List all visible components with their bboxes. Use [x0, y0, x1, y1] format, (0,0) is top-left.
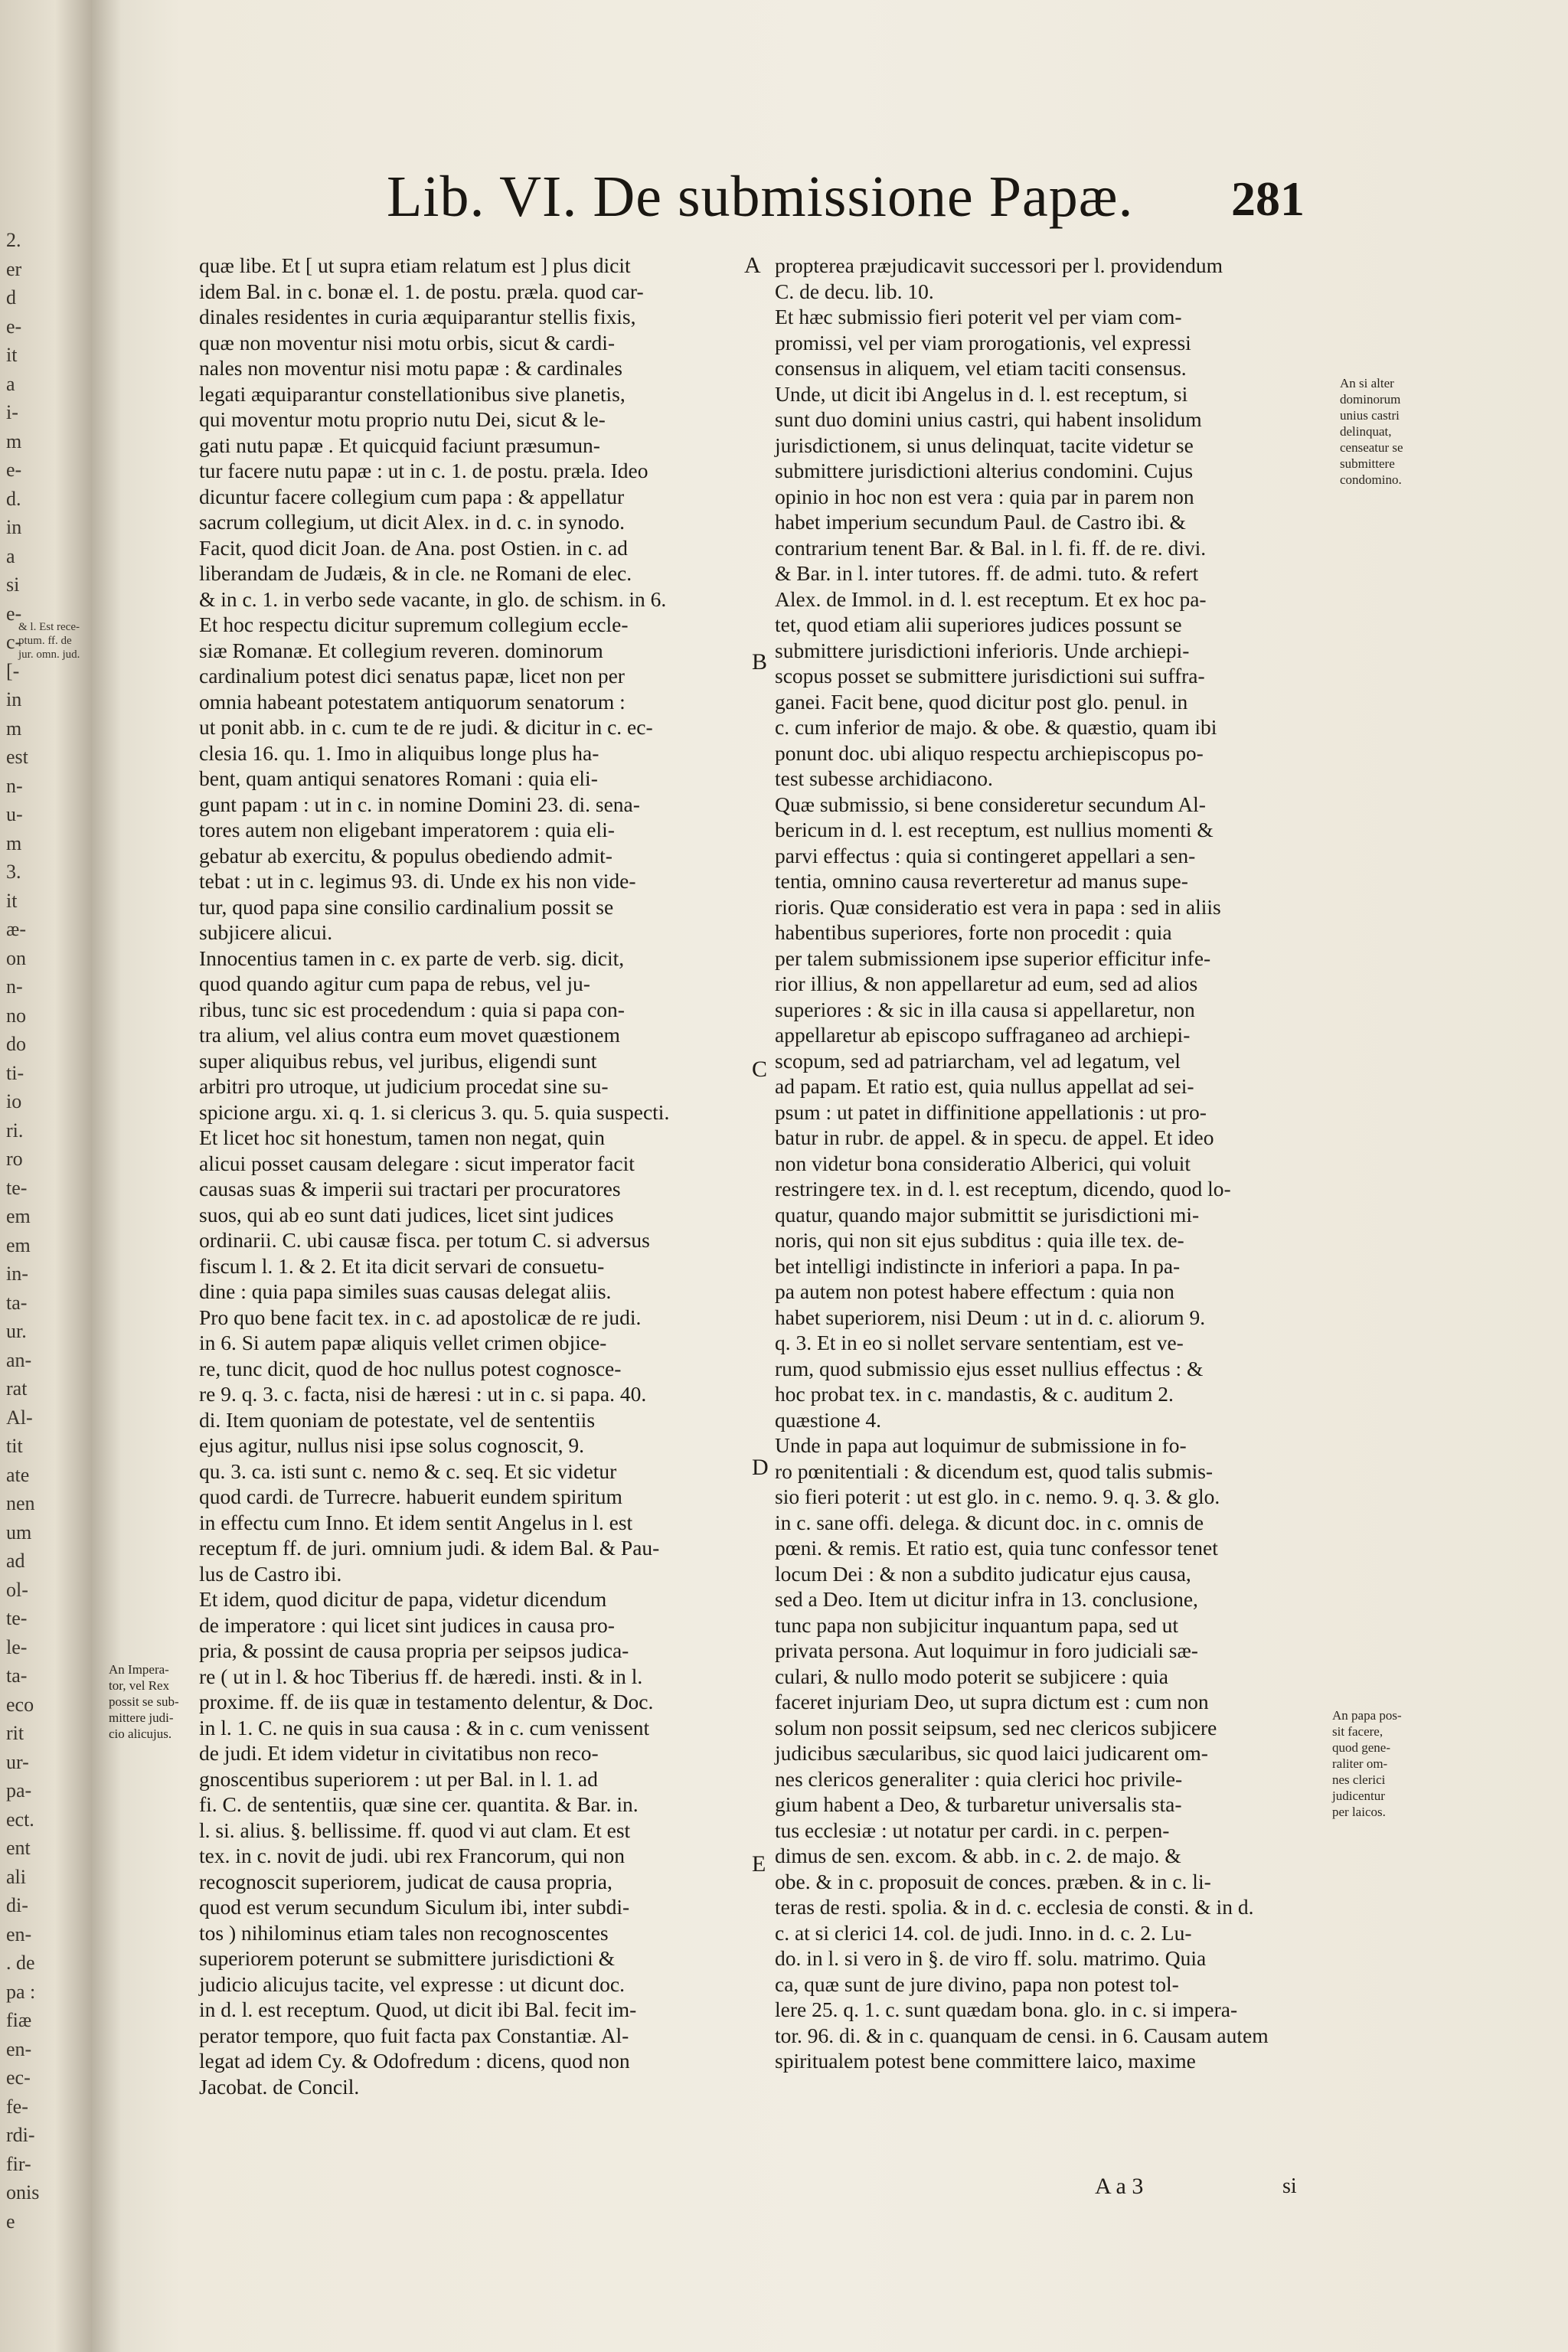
text-line: in c. sane offi. delega. & dicunt doc. in c. omnis de	[775, 1510, 1204, 1534]
gutter-fragment: nen	[6, 1492, 35, 1514]
text-line: rioris. Quæ consideratio est vera in papa : sed in aliis	[775, 894, 1221, 919]
signature-mark: A a 3	[1095, 2174, 1144, 2199]
gutter-fragment: 3.	[6, 861, 21, 883]
margin-note-line: An si alter	[1340, 376, 1394, 390]
text-line: sed a Deo. Item ut dicitur infra in 13. conclusione,	[775, 1587, 1198, 1611]
text-line: dicuntur facere collegium cum papa : & appellatur	[199, 484, 625, 508]
text-line: cardinalium potest dici senatus papæ, licet non per	[199, 664, 625, 688]
text-line: sunt duo domini unius castri, qui habent insolidum	[775, 407, 1202, 431]
text-line: obe. & in c. proposuit de conces. præben. & in c. li-	[775, 1869, 1211, 1893]
gutter-fragment: pa :	[6, 1980, 36, 2003]
gutter-fragment: no	[6, 1004, 26, 1027]
text-line: nales non moventur nisi motu papæ : & cardinales	[199, 356, 622, 380]
text-line: super aliquibus rebus, vel juribus, eligendi sunt	[199, 1048, 597, 1073]
text-line: Jacobat. de Concil.	[199, 2074, 360, 2099]
text-line: in l. 1. C. ne quis in sua causa : & in c. cum venissent	[199, 1715, 650, 1740]
text-line: perator tempore, quo fuit facta pax Constantiæ. Al-	[199, 2023, 629, 2047]
text-column-left	[199, 253, 760, 2099]
text-line: Unde, ut dicit ibi Angelus in d. l. est receptum, si	[775, 381, 1188, 406]
text-line: ca, quæ sunt de jure divino, papa non potest tol-	[775, 1971, 1179, 1996]
text-line: submittere jurisdictioni inferioris. Unde archiepi-	[775, 638, 1190, 662]
text-line: bet intelligi indistincte in inferiori a papa. In pa-	[775, 1253, 1181, 1278]
text-line: & Bar. in l. inter tutores. ff. de admi. tuto. & refert	[775, 561, 1199, 585]
gutter-fragment: ta-	[6, 1291, 28, 1314]
gutter-fragment: m	[6, 831, 22, 854]
text-line: sio fieri poterit : ut est glo. in c. nemo. 9. q. 3. & glo.	[775, 1485, 1220, 1508]
gutter-fragment: æ-	[6, 918, 26, 940]
text-line: quod cardi. de Turrecre. habuerit eundem spiritum	[199, 1485, 622, 1508]
text-line: fi. C. de sententiis, quæ sine cer. quantita. & Bar. in.	[199, 1792, 639, 1816]
gutter-fragment: um	[6, 1521, 32, 1544]
text-line: scopum, sed ad patriarcham, vel ad legatum, vel	[775, 1048, 1181, 1073]
gutter-fragment: te-	[6, 1607, 28, 1629]
text-line: parvi effectus : quia si contingeret appellari a sen-	[775, 843, 1196, 867]
text-line: bericum in d. l. est receptum, est nullius momenti &	[775, 818, 1214, 841]
gutter-fragment: di-	[6, 1894, 28, 1916]
text-line: Et hæc submissio fieri poterit vel per viam com-	[775, 305, 1182, 328]
gutter-fragment: a	[6, 372, 15, 395]
gutter-fragment: e-	[6, 459, 22, 481]
text-line: legati æquiparantur constellationibus sive planetis,	[199, 381, 626, 406]
margin-note-line: censeatur se	[1340, 440, 1403, 455]
text-line: tex. in c. novit de judi. ubi rex Francorum, qui non	[199, 1844, 626, 1867]
gutter-fragment: rit	[6, 1722, 24, 1744]
text-line: tus ecclesiæ : ut notatur per cardi. in c. perpen-	[775, 1818, 1170, 1842]
text-line: ad papam. Et ratio est, quia nullus appellat ad sei-	[775, 1074, 1194, 1098]
text-line: Quæ submissio, si bene consideretur secundum Al-	[775, 792, 1206, 816]
book-page	[92, 0, 1568, 2352]
text-line: re 9. q. 3. c. facta, nisi de hæresi : ut in c. si papa. 40.	[199, 1382, 647, 1406]
text-line: teras de resti. spolia. & in d. c. ecclesia de consti. & in d.	[775, 1895, 1254, 1919]
text-line: spiritualem potest bene committere laico, maxime	[775, 2049, 1196, 2073]
text-line: omnia habeant potestatem antiquorum senatorum :	[199, 689, 626, 714]
text-line: gnoscentibus superiorem : ut per Bal. in l. 1. ad	[199, 1766, 598, 1791]
text-line: gium habent a Deo, & turbaretur universalis sta-	[775, 1792, 1182, 1816]
text-line: & in c. 1. in verbo sede vacante, in glo. de schism. in 6.	[199, 586, 667, 611]
margin-note-line: ptum. ff. de	[18, 635, 72, 647]
text-line: de judi. Et idem videtur in civitatibus non reco-	[199, 1741, 599, 1765]
gutter-fragment: e-	[6, 602, 22, 625]
text-line: superiores : & sic in illa causa si appellaretur, non	[775, 997, 1195, 1021]
margin-note-an-si-alter	[1340, 375, 1403, 488]
text-line: suos, qui ab eo sunt dati judices, licet sint judices	[199, 1202, 614, 1227]
gutter-fragment: ta-	[6, 1664, 28, 1687]
margin-note-line: possit se sub-	[109, 1694, 179, 1709]
gutter-fragment: pa-	[6, 1779, 32, 1802]
text-line: re ( ut in l. & hoc Tiberius ff. de hæredi. insti. & in l.	[199, 1664, 643, 1688]
text-line: c. cum inferior de majo. & obe. & quæstio, quam ibi	[775, 715, 1217, 739]
text-line: propterea præjudicavit successori per l. providendum	[775, 253, 1223, 277]
section-marker-c: C	[752, 1057, 768, 1082]
text-line: rior illius, & non appellaretur ad eum, sed ad alios	[775, 972, 1198, 995]
margin-note-line: per laicos.	[1332, 1805, 1386, 1819]
gutter-fragment: em	[6, 1205, 31, 1227]
margin-note-an-imperator	[109, 1661, 179, 1742]
text-line: Alex. de Immol. in d. l. est receptum. Et ex hoc pa-	[775, 586, 1207, 611]
margin-note-line: delinquat,	[1340, 424, 1392, 439]
gutter-fragment: ad	[6, 1550, 25, 1572]
gutter-fragment: ur-	[6, 1750, 29, 1773]
text-line: causas suas & imperii sui tractari per procuratores	[199, 1177, 621, 1200]
gutter-fragment: i-	[6, 401, 18, 423]
margin-note-line: An Impera-	[109, 1662, 169, 1677]
text-line: lus de Castro ibi.	[199, 1561, 342, 1586]
gutter-fragment: do	[6, 1033, 26, 1055]
text-line: ponunt doc. ubi aliquo respectu archiepiscopus po-	[775, 740, 1204, 765]
text-line: restringere tex. in d. l. est receptum, dicendo, quod lo-	[775, 1177, 1231, 1200]
text-line: pa autem non potest habere effectum : quia non	[775, 1279, 1174, 1303]
gutter-fragment: ur.	[6, 1320, 27, 1342]
text-line: dimus de sen. excom. & abb. in c. 2. de majo. &	[775, 1844, 1181, 1867]
margin-note-line: quod gene-	[1332, 1740, 1391, 1755]
gutter-fragment: fir-	[6, 2152, 31, 2175]
gutter-fragment: on	[6, 946, 26, 969]
text-line: superiorem poterunt se submittere jurisdictioni &	[199, 1946, 616, 1970]
gutter-fragment: in	[6, 688, 22, 710]
text-line: psum : ut patet in diffinitione appellationis : ut pro-	[775, 1099, 1207, 1124]
text-line: spicione argu. xi. q. 1. si clericus 3. qu. 5. quia suspecti.	[199, 1099, 670, 1124]
margin-note-line: raliter om-	[1332, 1756, 1388, 1771]
text-line: siæ Romanæ. Et collegium reveren. dominorum	[199, 638, 603, 662]
text-line: c. at si clerici 14. col. de judi. Inno. in d. c. 2. Lu-	[775, 1920, 1192, 1945]
text-line: alicui posset causam delegare : sicut imperator facit	[199, 1151, 635, 1175]
margin-note-line: mittere judi-	[109, 1710, 174, 1725]
text-line: solum non possit seipsum, sed nec clericos subjicere	[775, 1715, 1217, 1740]
text-line: liberandam de Judæis, & in cle. ne Romani de elec.	[199, 561, 632, 585]
gutter-fragment: rat	[6, 1377, 28, 1400]
gutter-fragment: e	[6, 2210, 15, 2233]
text-line: promissi, vel per viam prorogationis, vel expressi	[775, 330, 1191, 354]
gutter-fragment: io	[6, 1090, 22, 1112]
text-line: ejus agitur, nullus nisi ipse solus cognoscit, 9.	[199, 1433, 585, 1457]
gutter-fragment: fiæ	[6, 2009, 32, 2031]
text-line: tur facere nutu papæ : ut in c. 1. de postu. præla. Ideo	[199, 459, 648, 482]
text-line: Innocentius tamen in c. ex parte de verb. sig. dicit,	[199, 946, 625, 970]
text-line: tos ) nihilominus etiam tales non recognoscentes	[199, 1920, 609, 1945]
text-line: judicibus sæcularibus, sic quod laici judicarent om-	[775, 1741, 1208, 1765]
text-line: Et idem, quod dicitur de papa, videtur dicendum	[199, 1587, 607, 1611]
gutter-fragment: te-	[6, 1176, 28, 1199]
text-line: gati nutu papæ . Et quicquid faciunt præsumun-	[199, 433, 600, 457]
text-line: clesia 16. qu. 1. Imo in aliquibus longe plus ha-	[199, 740, 599, 765]
text-line: proxime. ff. de iis quæ in testamento delentur, & Doc.	[199, 1690, 654, 1713]
text-line: hoc probat tex. in c. mandastis, & c. auditum 2.	[775, 1382, 1174, 1406]
gutter-fragment: m	[6, 430, 22, 452]
text-line: recognoscit superiorem, judicat de causa propria,	[199, 1869, 612, 1893]
gutter-fragment: d.	[6, 487, 21, 510]
text-line: quæ non moventur nisi motu orbis, sicut & cardi-	[199, 330, 616, 354]
gutter-fragment: n-	[6, 774, 23, 797]
gutter-fragment: . de	[6, 1952, 35, 1974]
text-line: qui moventur motu proprio nutu Dei, sicut & le-	[199, 407, 606, 431]
text-line: subjicere alicui.	[199, 920, 333, 944]
text-line: quatur, quando major submittit se jurisdictioni mi-	[775, 1202, 1200, 1227]
margin-note-line: tor, vel Rex	[109, 1678, 170, 1693]
text-line: scopus posset se submittere jurisdictioni sui suffra-	[775, 664, 1205, 688]
catchword: si	[1282, 2174, 1297, 2198]
gutter-fragment: u-	[6, 803, 23, 825]
text-line: per talem submissionem ipse superior efficitur infe-	[775, 946, 1211, 970]
text-line: sacrum collegium, ut dicit Alex. in d. c. in synodo.	[199, 510, 626, 534]
gutter-fragment: fe-	[6, 2095, 28, 2118]
gutter-fragment: e-	[6, 315, 22, 338]
margin-note-line: condomino.	[1340, 472, 1402, 487]
gutter-fragment: em	[6, 1233, 31, 1256]
text-line: in 6. Si autem papæ aliquis vellet crimen objice-	[199, 1331, 607, 1354]
text-line: habentibus superiores, forte non procedit : quia	[775, 920, 1172, 944]
text-line: ganei. Facit bene, quod dicitur post glo. penul. in	[775, 689, 1188, 714]
text-line: Et licet hoc sit honestum, tamen non negat, quin	[199, 1125, 606, 1149]
gutter-fragment: [-	[6, 659, 20, 682]
text-line: in d. l. est receptum. Quod, ut dicit ibi Bal. fecit im-	[199, 1998, 637, 2021]
margin-note-line: submittere	[1340, 456, 1395, 471]
text-line: tor. 96. di. & in c. quanquam de censi. in 6. Causam autem	[775, 2023, 1269, 2047]
text-line: quæ libe. Et [ ut supra etiam relatum est ] plus dicit	[199, 253, 631, 277]
text-line: arbitri pro utroque, ut judicium procedat sine su-	[199, 1074, 609, 1098]
gutter-fragment: en-	[6, 2037, 32, 2060]
text-line: ut ponit abb. in c. cum te de re judi. & dicitur in c. ec-	[199, 715, 653, 739]
text-line: tet, quod etiam alii superiores judices possunt se	[775, 612, 1182, 636]
text-line: rum, quod submissio ejus esset nullius effectus : &	[775, 1356, 1204, 1380]
margin-note-line: dominorum	[1340, 392, 1401, 407]
gutter-fragment: ent	[6, 1837, 31, 1859]
section-marker-e: E	[752, 1851, 766, 1877]
gutter-fragment: it	[6, 344, 18, 366]
gutter-fragment: est	[6, 746, 28, 768]
section-marker-d: D	[752, 1455, 769, 1480]
text-line: Unde in papa aut loquimur de submissione in fo-	[775, 1433, 1187, 1457]
text-line: tores autem non eligebant imperatorem : quia eli-	[199, 818, 615, 841]
gutter-fragment: le-	[6, 1635, 28, 1658]
text-line: tebat : ut in c. legimus 93. di. Unde ex his non vide-	[199, 869, 636, 893]
gutter-fragment: rdi-	[6, 2124, 35, 2146]
text-line: di. Item quoniam de potestate, vel de sententiis	[199, 1407, 596, 1432]
folio-number: 281	[1231, 172, 1305, 226]
text-line: non videtur bona consideratio Alberici, qui voluit	[775, 1151, 1191, 1175]
margin-note-line: jur. omn. jud.	[18, 648, 80, 661]
text-line: tra alium, vel alius contra eum movet quæstionem	[199, 1023, 620, 1047]
section-marker-a: A	[744, 253, 761, 278]
gutter-fragment: an-	[6, 1348, 32, 1371]
text-line: tentia, omnino causa reverteretur ad manus supe-	[775, 869, 1188, 893]
text-line: faceret injuriam Deo, ut supra dictum est : cum non	[775, 1690, 1209, 1713]
text-line: do. in l. si vero in §. de viro ff. solu. matrimo. Quia	[775, 1946, 1207, 1970]
facing-page-gutter	[0, 0, 92, 2352]
text-line: nes clericos generaliter : quia clerici hoc privile-	[775, 1766, 1183, 1791]
text-line: receptum ff. de juri. omnium judi. & idem Bal. & Pau-	[199, 1536, 660, 1560]
text-line: opinio in hoc non est vera : quia par in parem non	[775, 484, 1194, 508]
text-line: in effectu cum Inno. Et idem sentit Angelus in l. est	[199, 1510, 633, 1534]
text-line: l. si. alius. §. bellissime. ff. quod vi aut clam. Et est	[199, 1818, 631, 1842]
running-head-title: Lib. VI. De submissione Papæ.	[387, 165, 1134, 229]
gutter-fragment: si	[6, 573, 20, 596]
gutter-fragment: in	[6, 516, 22, 538]
text-line: tunc papa non subjicitur inquantum papa, sed ut	[775, 1612, 1178, 1637]
text-line: re, tunc dicit, quod de hoc nullus potest cognosce-	[199, 1356, 622, 1380]
text-line: jurisdictionem, si unus delinquat, tacite videtur se	[775, 433, 1194, 457]
text-line: test subesse archidiacono.	[775, 766, 993, 790]
margin-note-line: cio alicujus.	[109, 1726, 172, 1741]
text-line: lere 25. q. 1. c. sunt quædam bona. glo. in c. si impera-	[775, 1998, 1238, 2021]
text-line: bent, quam antiqui senatores Romani : quia eli-	[199, 766, 598, 790]
text-line: noris, qui non sit ejus subditus : quia ille tex. de-	[775, 1228, 1184, 1252]
text-line: qu. 3. ca. isti sunt c. nemo & c. seq. Et sic videtur	[199, 1459, 617, 1483]
gutter-fragment: ri.	[6, 1119, 24, 1142]
gutter-fragment: in-	[6, 1263, 28, 1285]
gutter-fragment: er	[6, 257, 22, 280]
text-line: quod quando agitur cum papa de rebus, vel ju-	[199, 972, 590, 995]
text-line: habet superiorem, nisi Deum : ut in d. c. aliorum 9.	[775, 1305, 1206, 1329]
gutter-fragment: ect.	[6, 1808, 34, 1831]
gutter-fragment: onis	[6, 2181, 40, 2203]
gutter-fragment: it	[6, 889, 18, 912]
text-line: dinales residentes in curia æquiparantur stellis fixis,	[199, 305, 636, 328]
gutter-fragment: Al-	[6, 1406, 33, 1429]
text-line: de imperatore : qui licet sint judices in causa pro-	[199, 1612, 615, 1637]
text-line: ordinarii. C. ubi causæ fisca. per totum C. si adversus	[199, 1228, 650, 1252]
text-line: Pro quo bene facit tex. in c. ad apostolicæ de re judi.	[199, 1305, 642, 1329]
margin-note-line: & l. Est rece-	[18, 621, 80, 633]
gutter-fragment: ro	[6, 1148, 23, 1170]
gutter-fragment: n-	[6, 975, 23, 998]
text-line: ro pœnitentiali : & dicendum est, quod talis submis-	[775, 1459, 1214, 1483]
gutter-fragment: c-	[6, 631, 22, 653]
text-line: idem Bal. in c. bonæ el. 1. de postu. præla. quod car-	[199, 279, 644, 303]
margin-note-line: sit facere,	[1332, 1724, 1383, 1739]
gutter-fragment: en-	[6, 1922, 32, 1945]
gutter-fragment: m	[6, 717, 22, 740]
margin-note-line: nes clerici	[1332, 1772, 1386, 1787]
gutter-fragment: ali	[6, 1865, 26, 1888]
text-line: appellaretur ab episcopo suffraganeo ad archiepi-	[775, 1023, 1191, 1047]
text-line: quæstione 4.	[775, 1407, 882, 1432]
text-line: pœni. & remis. Et ratio est, quia tunc confessor tenet	[775, 1536, 1218, 1560]
text-line: tur, quod papa sine consilio cardinalium possit se	[199, 894, 614, 919]
gutter-fragment: ol-	[6, 1578, 28, 1601]
text-line: gunt papam : ut in c. in nomine Domini 23. di. sena-	[199, 792, 640, 816]
text-line: locum Dei : & non a subdito judicatur ejus causa,	[775, 1561, 1191, 1586]
text-line: privata persona. Aut loquimur in foro judiciali sæ-	[775, 1638, 1198, 1662]
gutter-fragment: tit	[6, 1435, 23, 1457]
text-line: culari, & nullo modo poterit se subjicere : quia	[775, 1664, 1168, 1688]
text-line: quod est verum secundum Siculum ibi, inter subdi-	[199, 1895, 630, 1919]
text-line: judicio alicujus tacite, vel expresse : ut dicunt doc.	[199, 1971, 625, 1996]
text-line: Facit, quod dicit Joan. de Ana. post Ostien. in c. ad	[199, 535, 628, 560]
gutter-margin-note	[18, 620, 80, 662]
gutter-fragment: 2.	[6, 229, 21, 251]
text-line: habet imperium secundum Paul. de Castro ibi. &	[775, 510, 1186, 534]
margin-note-line: judicentur	[1332, 1788, 1385, 1803]
text-line: q. 3. Et in eo si nollet servare sententiam, est ve-	[775, 1331, 1184, 1354]
text-line: legat ad idem Cy. & Odofredum : dicens, quod non	[199, 2049, 630, 2073]
text-column-right	[775, 253, 1335, 2074]
margin-note-an-papa	[1332, 1707, 1402, 1820]
text-line: consensus in aliquem, vel etiam taciti consensus.	[775, 356, 1187, 380]
section-marker-b: B	[752, 649, 768, 675]
margin-note-line: An papa pos-	[1332, 1708, 1402, 1723]
gutter-fragment: d	[6, 286, 16, 309]
text-line: contrarium tenent Bar. & Bal. in l. fi. ff. de re. divi.	[775, 535, 1207, 560]
gutter-fragment: ti-	[6, 1061, 24, 1084]
gutter-fragment: ate	[6, 1463, 30, 1486]
text-line: pria, & possint de causa propria per seipsos judica-	[199, 1638, 629, 1662]
gutter-fragment: eco	[6, 1693, 34, 1716]
text-line: submittere jurisdictioni alterius condomini. Cujus	[775, 459, 1194, 482]
text-line: gebatur ab exercitu, & populus obediendo admit-	[199, 843, 612, 867]
text-line: dine : quia papa similes suas causas delegat aliis.	[199, 1279, 612, 1303]
text-line: C. de decu. lib. 10.	[775, 279, 934, 303]
gutter-fragment: ec-	[6, 2066, 31, 2089]
margin-note-line: unius castri	[1340, 408, 1400, 423]
text-line: ribus, tunc sic est procedendum : quia si papa con-	[199, 997, 625, 1021]
text-line: Et hoc respectu dicitur supremum collegium eccle-	[199, 612, 629, 636]
text-line: fiscum l. 1. & 2. Et ita dicit servari de consuetu-	[199, 1253, 605, 1278]
text-line: batur in rubr. de appel. & in specu. de appel. Et ideo	[775, 1125, 1214, 1149]
gutter-fragment: a	[6, 544, 15, 567]
